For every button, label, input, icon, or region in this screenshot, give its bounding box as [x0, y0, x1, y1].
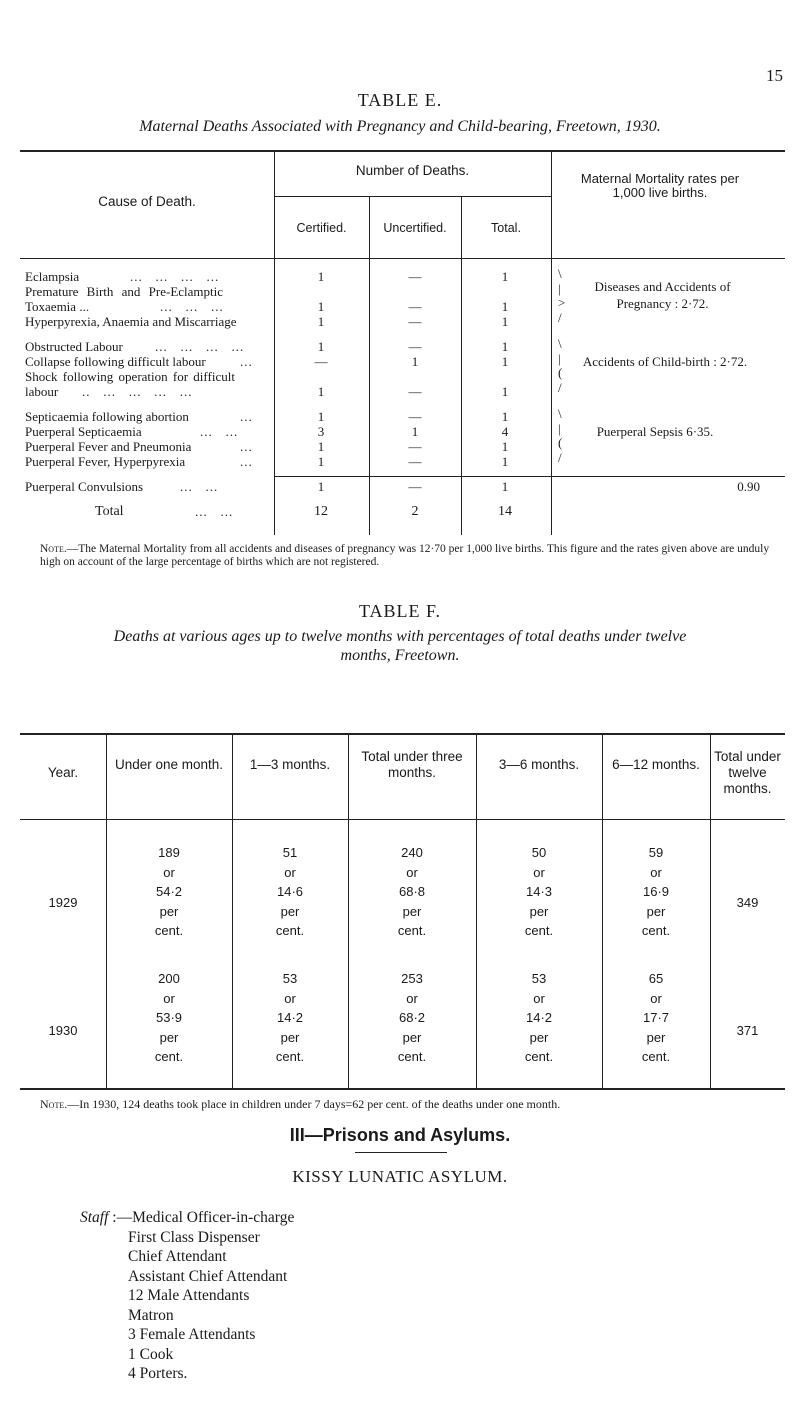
header-uncertified: Uncertified. — [383, 221, 447, 235]
cell-uncertified: — — [408, 339, 422, 354]
cell-uncertified: — — [408, 299, 422, 314]
cell-total: 4 — [501, 424, 509, 439]
table-f — [20, 733, 785, 1090]
total-total: 14 — [498, 504, 512, 519]
cell-certified: 1 — [317, 479, 325, 494]
leader-dots: ... ... — [200, 424, 239, 439]
header-total-under-three: Total under three months. — [361, 749, 463, 780]
table-e-subtitle: Maternal Deaths Associated with Pregnancy and Child-bearing, Freetown, 1930. — [139, 118, 661, 135]
rate-puerperal-sepsis: Puerperal Sepsis 6·35. — [596, 424, 714, 439]
total-certified: 12 — [314, 504, 328, 519]
header-1-3-months: 1—3 months. — [249, 757, 331, 772]
data-cell-6-12: 65 or 17·7 per cent. — [641, 971, 671, 1064]
note-lead: Note. — [40, 1097, 68, 1111]
header-year: Year. — [47, 765, 79, 780]
heading-rule — [355, 1152, 447, 1153]
row-cause: Eclampsia — [25, 269, 80, 284]
staff-item: 1 Cook — [128, 1345, 174, 1363]
row-cause: Puerperal Septicaemia — [25, 424, 142, 439]
staff-list — [80, 1208, 294, 1384]
section-heading: III—Prisons and Asylums. — [289, 1125, 511, 1145]
rate-convulsions: 0.90 — [737, 479, 760, 494]
row-cause: Premature Birth and Pre-Eclamptic — [25, 284, 224, 299]
cell-uncertified: 1 — [411, 424, 419, 439]
cell-total: 1 — [501, 339, 509, 354]
header-number-of-deaths: Number of Deaths. — [355, 163, 470, 178]
row-cause: Puerperal Convulsions — [25, 479, 144, 494]
cell-total: 1 — [501, 439, 509, 454]
note-lead: Note. — [40, 543, 67, 555]
total-under-twelve-cell: 349 — [736, 895, 759, 910]
rate-pregnancy: Diseases and Accidents of Pregnancy : 2·72. — [594, 279, 731, 311]
table-e-title: TABLE E. — [357, 90, 443, 110]
row-cause: labour — [25, 384, 59, 399]
leader-dots: ... — [240, 439, 253, 454]
cell-certified: 1 — [317, 384, 325, 399]
cell-total: 1 — [501, 314, 509, 329]
cell-uncertified: — — [408, 409, 422, 424]
cell-certified: 1 — [317, 439, 325, 454]
staff-item: 12 Male Attendants — [128, 1287, 250, 1304]
data-cell-6-12: 59 or 16·9 per cent. — [641, 845, 671, 938]
leader-dots: ... — [240, 454, 253, 469]
row-cause: Collapse following difficult labour — [25, 354, 206, 369]
table-f-top-rule — [20, 733, 785, 735]
table-f-note — [40, 1098, 780, 1111]
table-e-note — [40, 543, 780, 569]
data-cell: 200 or 53·9 per cent. — [154, 971, 184, 1064]
cell-total: 1 — [501, 299, 509, 314]
brace: \ | ( / — [558, 406, 563, 465]
cell-certified: 1 — [317, 299, 325, 314]
data-cell: 51 or 14·6 per cent. — [275, 845, 305, 938]
table-f-title: TABLE F. — [358, 601, 442, 621]
table-e-total-rule — [274, 476, 785, 477]
table-e-vline — [369, 196, 370, 535]
note-body: —The Maternal Mortality from all accidents and diseases of pregnancy was 12·70 per 1,000 live births. This figure and the rates given above are unduly high on account of the large percentage of births which are not registered. — [40, 543, 770, 568]
row-cause: Hyperpyrexia, Anaemia and Miscarriage — [25, 314, 237, 329]
staff-item: Assistant Chief Attendant — [128, 1267, 288, 1285]
leader-dots: .. ... ... ... ... — [82, 384, 193, 399]
table-e-vline — [461, 196, 462, 535]
cell-total: 1 — [501, 384, 509, 399]
cell-total: 1 — [501, 269, 509, 284]
cell-uncertified: — — [408, 384, 422, 399]
table-f-bottom-rule — [20, 1088, 785, 1090]
leader-dots: ... — [240, 409, 253, 424]
data-cell: 253 or 68·2 per cent. — [397, 971, 427, 1064]
asylum-title: KISSY LUNATIC ASYLUM. — [292, 1167, 508, 1186]
table-e-header-rule — [20, 258, 785, 259]
staff-item: First Class Dispenser — [128, 1228, 260, 1246]
staff-item: Matron — [128, 1306, 174, 1324]
header-under-one-month: Under one month. — [114, 757, 224, 772]
header-total-under-twelve: Total under twelve months. — [714, 749, 781, 796]
table-e-subheader-rule — [274, 196, 551, 197]
staff-item: 3 Female Attendants — [128, 1326, 256, 1343]
leader-dots: ... — [240, 354, 253, 369]
cell-certified: — — [314, 354, 328, 369]
page-number: 15 — [766, 66, 783, 85]
leader-dots: ... ... — [195, 504, 234, 519]
cell-uncertified: — — [408, 439, 422, 454]
data-cell: 240 or 68·8 per cent. — [397, 845, 427, 938]
row-cause: Obstructed Labour — [25, 339, 123, 354]
cell-certified: 1 — [317, 454, 325, 469]
header-certified: Certified. — [296, 221, 347, 235]
data-cell: 53 or 14·2 per cent. — [524, 971, 554, 1064]
year-cell: 1929 — [48, 895, 78, 910]
leader-dots: ... ... ... ... — [155, 339, 245, 354]
data-cell: 53 or 14·2 per cent. — [275, 971, 305, 1064]
header-6-12-months: 6—12 months. — [612, 757, 700, 772]
total-label: Total — [95, 504, 124, 519]
header-3-6-months: 3—6 months. — [498, 757, 580, 772]
table-f-header-rule — [20, 819, 785, 820]
brace: \ | ( / — [558, 336, 563, 395]
cell-certified: 1 — [317, 409, 325, 424]
data-cell: 50 or 14·3 per cent. — [524, 845, 554, 938]
cell-uncertified: — — [408, 314, 422, 329]
header-rates: Maternal Mortality rates per 1,000 live births. — [580, 171, 740, 200]
leader-dots: ... ... ... — [160, 299, 224, 314]
header-total: Total. — [491, 221, 521, 235]
rate-child-birth: Accidents of Child-birth : 2·72. — [582, 354, 748, 369]
staff-item: 4 Porters. — [128, 1365, 188, 1382]
cell-uncertified: 1 — [411, 354, 419, 369]
leader-dots: ... ... ... ... — [130, 269, 220, 284]
leader-dots: ... ... — [180, 479, 219, 494]
table-e — [20, 150, 785, 535]
cell-certified: 1 — [317, 314, 325, 329]
table-e-vline — [551, 150, 552, 535]
year-cell: 1930 — [48, 1023, 78, 1038]
row-cause: Toxaemia ... — [25, 299, 90, 314]
table-f-vline — [710, 733, 711, 1088]
cell-certified: 1 — [317, 269, 325, 284]
table-e-vline — [274, 150, 275, 535]
brace: \ | > / — [558, 266, 566, 325]
staff-item: Staff :—Medical Officer-in-charge — [80, 1209, 295, 1226]
row-cause: Septicaemia following abortion — [25, 409, 189, 424]
cell-uncertified: — — [408, 479, 422, 494]
cell-total: 1 — [501, 409, 509, 424]
cell-total: 1 — [501, 354, 509, 369]
row-cause: Puerperal Fever, Hyperpyrexia — [25, 454, 186, 469]
cell-certified: 3 — [317, 424, 325, 439]
row-cause: Puerperal Fever and Pneumonia — [25, 439, 192, 454]
cell-uncertified: — — [408, 454, 422, 469]
data-cell: 189 or 54·2 per cent. — [154, 845, 184, 938]
total-under-twelve-cell: 371 — [736, 1023, 759, 1038]
header-cause: Cause of Death. — [98, 194, 196, 209]
cell-certified: 1 — [317, 339, 325, 354]
cell-total: 1 — [501, 479, 509, 494]
table-f-subtitle: Deaths at various ages up to twelve months with percentages of total deaths under twelve months, Freetown. — [113, 628, 687, 664]
total-uncertified: 2 — [411, 504, 419, 519]
cell-uncertified: — — [408, 269, 422, 284]
cell-total: 1 — [501, 454, 509, 469]
row-cause: Shock following operation for difficult — [25, 369, 235, 384]
table-e-top-rule — [20, 150, 785, 152]
note-body: —In 1930, 124 deaths took place in children under 7 days=62 per cent. of the deaths under one month. — [67, 1097, 561, 1111]
staff-item: Chief Attendant — [128, 1248, 227, 1265]
